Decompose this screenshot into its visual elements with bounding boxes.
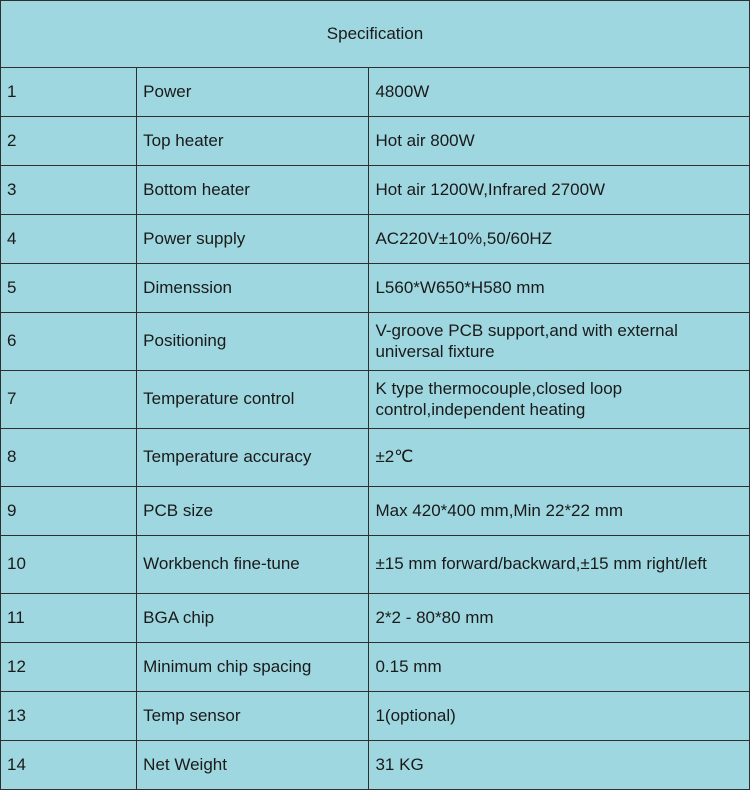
table-row (1, 692, 750, 741)
table-row (1, 371, 750, 429)
row-value-cell: 0.15 mm (369, 643, 750, 692)
table-row (1, 741, 750, 790)
row-value-cell: Hot air 1200W,Infrared 2700W (369, 166, 750, 215)
row-value-cell: Max 420*400 mm,Min 22*22 mm (369, 487, 750, 536)
row-index-cell: 12 (1, 643, 137, 692)
row-value-cell: Hot air 800W (369, 117, 750, 166)
table-row (1, 264, 750, 313)
specification-table-body (1, 1, 750, 790)
table-row (1, 643, 750, 692)
table-row (1, 215, 750, 264)
row-parameter-cell: Minimum chip spacing (137, 643, 369, 692)
row-index-cell: 1 (1, 68, 137, 117)
row-value-cell: K type thermocouple,closed loop control,independent heating (369, 371, 750, 429)
row-parameter-cell: PCB size (137, 487, 369, 536)
table-row (1, 68, 750, 117)
row-parameter-cell: Power supply (137, 215, 369, 264)
page-title: Specification (1, 1, 750, 68)
row-value-cell: AC220V±10%,50/60HZ (369, 215, 750, 264)
table-row (1, 429, 750, 487)
row-value-cell: 2*2 - 80*80 mm (369, 594, 750, 643)
row-index-cell: 10 (1, 536, 137, 594)
row-value-cell: V-groove PCB support,and with external universal fixture (369, 313, 750, 371)
row-index-cell: 6 (1, 313, 137, 371)
table-title-row (1, 1, 750, 68)
table-row (1, 166, 750, 215)
row-index-cell: 14 (1, 741, 137, 790)
row-parameter-cell: Temp sensor (137, 692, 369, 741)
row-value-cell: 1(optional) (369, 692, 750, 741)
row-parameter-cell: Temperature control (137, 371, 369, 429)
table-row (1, 594, 750, 643)
row-index-cell: 8 (1, 429, 137, 487)
row-index-cell: 13 (1, 692, 137, 741)
table-row (1, 117, 750, 166)
row-index-cell: 3 (1, 166, 137, 215)
row-parameter-cell: Positioning (137, 313, 369, 371)
row-parameter-cell: BGA chip (137, 594, 369, 643)
row-parameter-cell: Net Weight (137, 741, 369, 790)
row-parameter-cell: Power (137, 68, 369, 117)
row-parameter-cell: Top heater (137, 117, 369, 166)
row-index-cell: 2 (1, 117, 137, 166)
table-row (1, 536, 750, 594)
table-row (1, 313, 750, 371)
row-index-cell: 4 (1, 215, 137, 264)
table-row (1, 487, 750, 536)
row-parameter-cell: Dimenssion (137, 264, 369, 313)
row-parameter-cell: Workbench fine-tune (137, 536, 369, 594)
row-parameter-cell: Temperature accuracy (137, 429, 369, 487)
row-value-cell: 31 KG (369, 741, 750, 790)
row-value-cell: L560*W650*H580 mm (369, 264, 750, 313)
row-value-cell: 4800W (369, 68, 750, 117)
row-value-cell: ±2℃ (369, 429, 750, 487)
row-value-cell: ±15 mm forward/backward,±15 mm right/left (369, 536, 750, 594)
row-index-cell: 7 (1, 371, 137, 429)
row-parameter-cell: Bottom heater (137, 166, 369, 215)
row-index-cell: 11 (1, 594, 137, 643)
row-index-cell: 9 (1, 487, 137, 536)
row-index-cell: 5 (1, 264, 137, 313)
